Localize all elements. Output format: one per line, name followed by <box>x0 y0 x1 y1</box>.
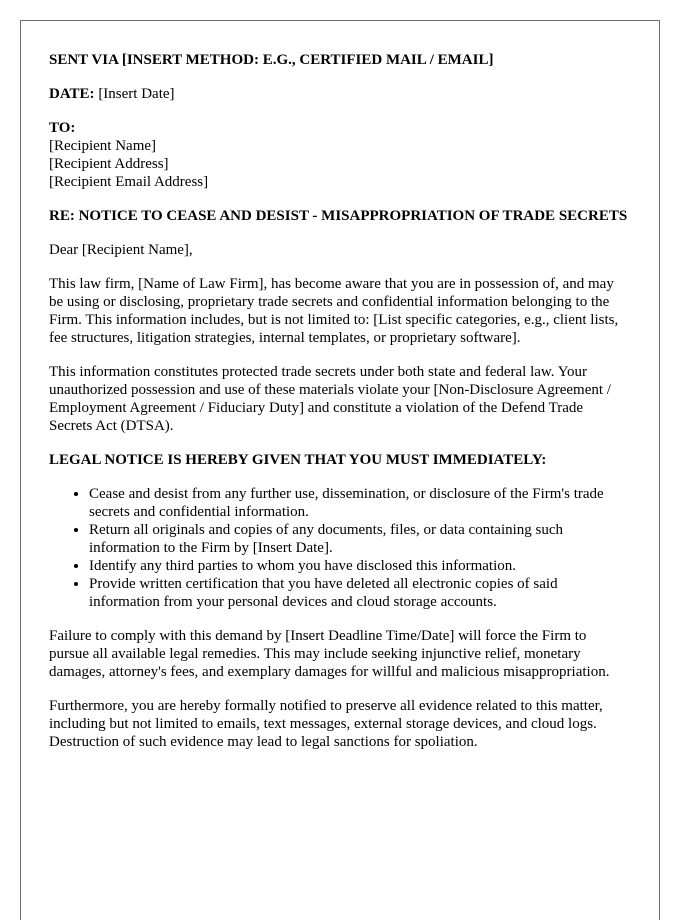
body-paragraph-1: This law firm, [Name of Law Firm], has become aware that you are in possession of, and may be using or disclosing, proprietary trade secrets and confidential information belonging to the Firm. This information includes, but is not limited to: [List specific categories, e.g., client lists, fee structures, litigation strategies, internal templates, or proprietary software]. <box>49 276 619 346</box>
to-label: TO: <box>49 120 76 136</box>
demand-item: • Identify any third parties to whom you have disclosed this information. <box>89 557 629 575</box>
date-label: DATE: <box>49 86 95 102</box>
date-value: [Insert Date] <box>98 86 175 102</box>
legal-notice-heading: LEGAL NOTICE IS HEREBY GIVEN THAT YOU MUST IMMEDIATELY: <box>49 452 547 468</box>
demand-item: • Return all originals and copies of any documents, files, or data containing such information to the Firm by [Insert Date]. <box>89 521 629 557</box>
demand-item: • Cease and desist from any further use, dissemination, or disclosure of the Firm's trade secrets and confidential information. <box>89 485 629 521</box>
recipient-address: [Recipient Address] <box>49 156 169 172</box>
recipient-email: [Recipient Email Address] <box>49 174 209 190</box>
letter-content <box>49 51 629 832</box>
date-line <box>49 85 629 103</box>
letter-page <box>20 20 660 920</box>
body-paragraph-2: This information constitutes protected trade secrets under both state and federal law. Your unauthorized possession and use of these materials violate your [Non-Disclosure Agreement / Employment Agreement / Fiduciary Duty] and constitute a violation of the Defend Trade Secrets Act (DTSA). <box>49 364 611 434</box>
demand-item: • Provide written certification that you have deleted all electronic copies of said information from your personal devices and cloud storage accounts. <box>89 575 629 611</box>
demands-list <box>49 485 629 611</box>
closing-paragraph-2: Furthermore, you are hereby formally notified to preserve all evidence related to this matter, including but not limited to emails, text messages, external storage devices, and cloud logs. Destruction of such evidence may lead to legal sanctions for spoliation. <box>49 698 603 750</box>
closing-paragraph-1: Failure to comply with this demand by [Insert Deadline Time/Date] will force the Firm to pursue all available legal remedies. This may include seeking injunctive relief, monetary damages, attorney's fees, and exemplary damages for willful and malicious misappropriation. <box>49 628 610 680</box>
recipient-block <box>49 119 629 191</box>
sent-via-line: SENT VIA [INSERT METHOD: E.G., CERTIFIED MAIL / EMAIL] <box>49 52 494 68</box>
re-line: RE: NOTICE TO CEASE AND DESIST - MISAPPROPRIATION OF TRADE SECRETS <box>49 208 628 224</box>
salutation: Dear [Recipient Name], <box>49 242 193 258</box>
recipient-name: [Recipient Name] <box>49 138 157 154</box>
